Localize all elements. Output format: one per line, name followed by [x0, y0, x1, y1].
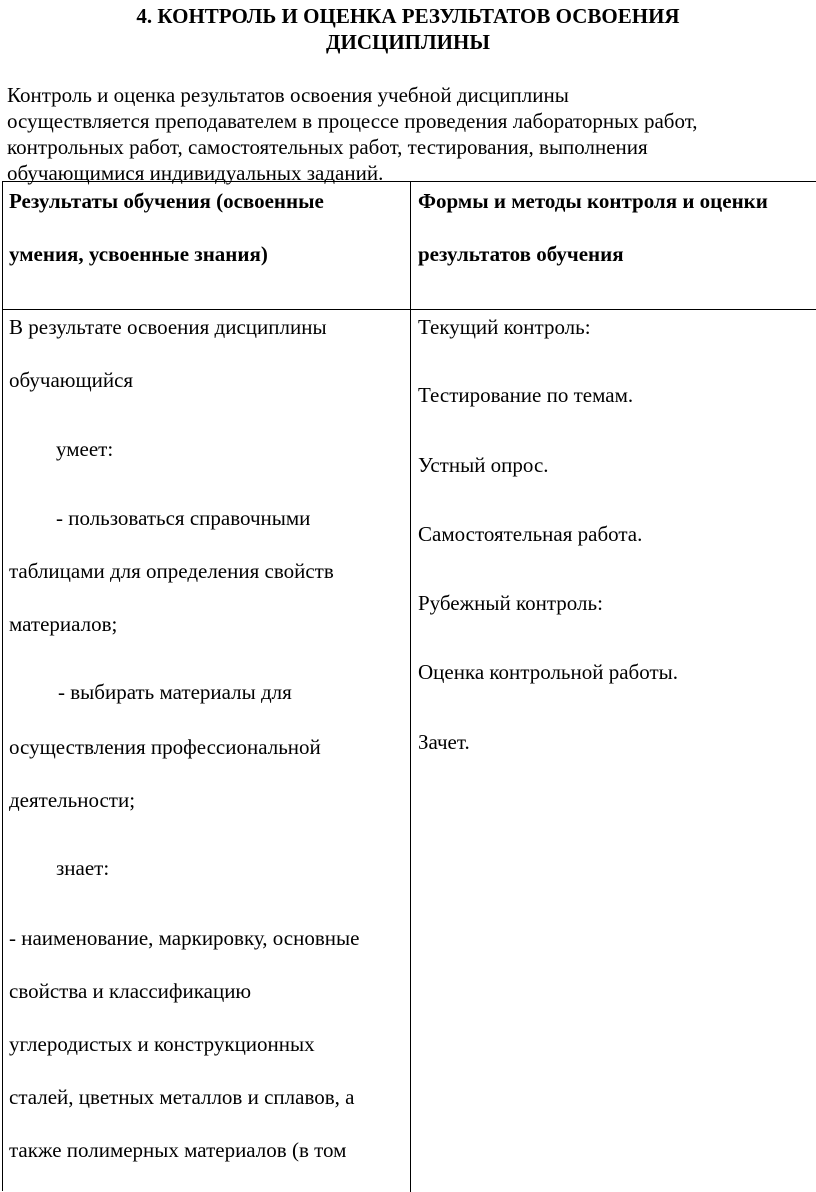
table-header-results: [9, 188, 324, 267]
section-heading-line-1: 4. КОНТРОЛЬ И ОЦЕНКА РЕЗУЛЬТАТОВ ОСВОЕНИЯ: [136, 4, 680, 28]
methods-line-5: Рубежный контроль:: [418, 591, 603, 615]
intro-paragraph: [7, 82, 812, 186]
results-line-8: осуществления профессиональной: [9, 735, 321, 759]
table-column-divider: [410, 182, 411, 1192]
results-line-14: сталей, цветных металлов и сплавов, а: [9, 1085, 355, 1109]
header-methods-line-2: результатов обучения: [418, 242, 624, 266]
results-line-4: - пользоваться справочными: [56, 506, 311, 530]
methods-line-3: Устный опрос.: [418, 453, 549, 477]
results-line-5: таблицами для определения свойств: [9, 559, 334, 583]
methods-line-4: Самостоятельная работа.: [418, 522, 643, 546]
results-line-11: - наименование, маркировку, основные: [9, 926, 360, 950]
intro-line-4: обучающимися индивидуальных заданий.: [7, 161, 384, 185]
results-line-12: свойства и классификацию: [9, 979, 252, 1003]
results-line-13: углеродистых и конструкционных: [9, 1032, 315, 1056]
methods-line-7: Зачет.: [418, 730, 470, 754]
header-results-line-2: умения, усвоенные знания): [9, 242, 268, 266]
table-header-divider: [3, 309, 816, 310]
methods-line-6: Оценка контрольной работы.: [418, 660, 678, 684]
assessment-table: [2, 181, 816, 1191]
results-line-2: обучающийся: [9, 368, 134, 392]
section-heading-line-2: ДИСЦИПЛИНЫ: [326, 30, 490, 54]
intro-line-2: осуществляется преподавателем в процессе проведения лабораторных работ,: [7, 109, 698, 133]
table-header-methods: [418, 188, 768, 267]
intro-line-1: Контроль и оценка результатов освоения учебной дисциплины: [7, 83, 569, 107]
header-methods-line-1: Формы и методы контроля и оценки: [418, 189, 768, 213]
section-heading: [0, 3, 816, 55]
methods-line-2: Тестирование по темам.: [418, 383, 634, 407]
results-line-10: знает:: [56, 856, 110, 880]
results-line-7: - выбирать материалы для: [58, 680, 292, 704]
results-line-9: деятельности;: [9, 788, 136, 812]
results-line-3: умеет:: [56, 437, 114, 461]
results-line-1: В результате освоения дисциплины: [9, 315, 327, 339]
header-results-line-1: Результаты обучения (освоенные: [9, 189, 324, 213]
methods-line-1: Текущий контроль:: [418, 315, 591, 339]
results-line-6: материалов;: [9, 612, 118, 636]
intro-line-3: контрольных работ, самостоятельных работ, тестирования, выполнения: [7, 135, 648, 159]
results-line-15: также полимерных материалов (в том: [9, 1138, 347, 1162]
